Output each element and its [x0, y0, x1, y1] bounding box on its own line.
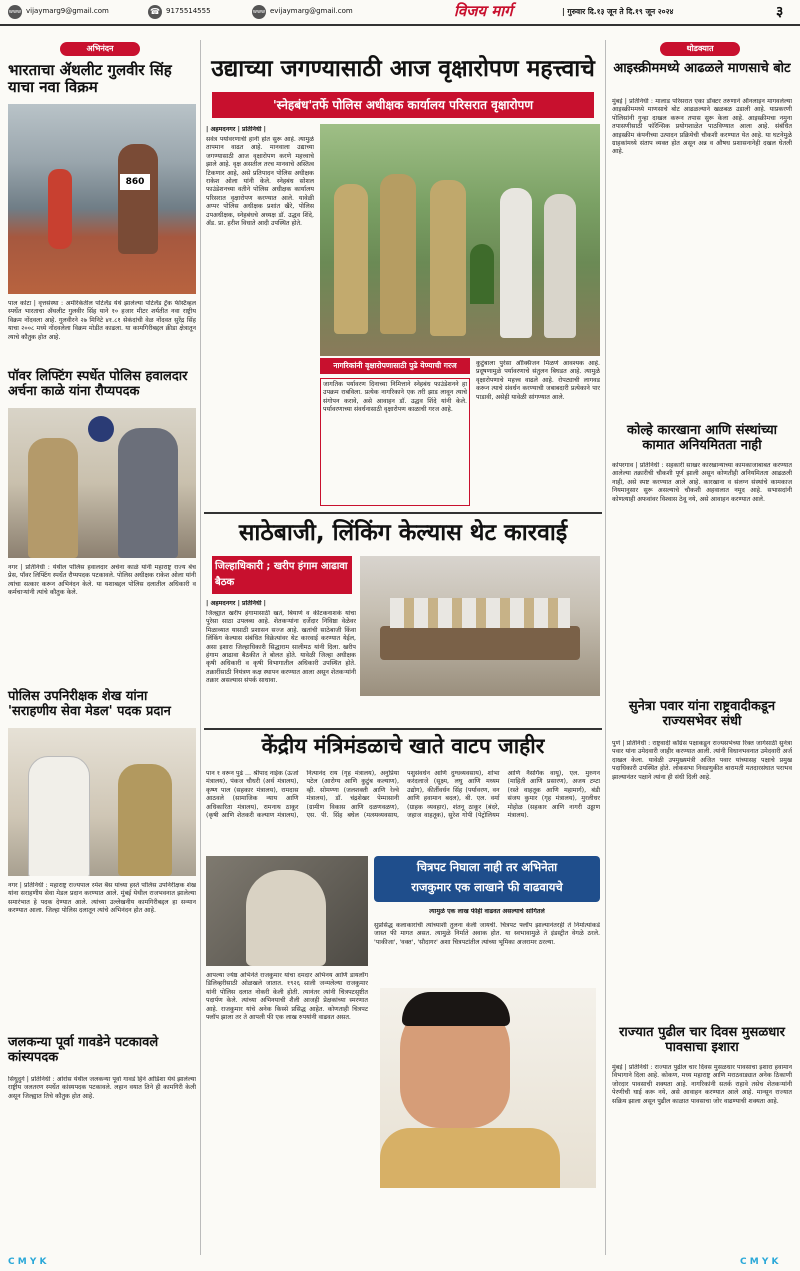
photo-kharif-meeting: [360, 556, 600, 696]
section-label-abhinandan: अभिनंदन: [60, 42, 140, 56]
photo-medal-ceremony: [8, 728, 196, 876]
column-divider-left: [200, 40, 201, 1255]
headline-archana-kale: पॉवर लिफ्टिंग स्पर्धेत पोलिस हवालदार अर्चना काळे यांना रौप्यपदक: [8, 369, 188, 399]
www-icon: www: [8, 5, 22, 19]
officer-2-figure: [380, 174, 416, 334]
police-officer-figure: [28, 438, 78, 558]
story-portfolio-allocation-body: पान १ वरून पुढे ... श्रीपाद नाईक (ऊर्जा मंत्रालय), पंकज चौधरी (अर्थ मंत्रालय), कृष्ण पाल (सहकार मंत्रालय), रामदास आठवले (सामाजिक न्याय आणि अधिकारिता मंत्रालय), रामनाथ ठाकूर (कृषी आणि शेतकरी कल्याण मंत्रालय), नित्यानंद राय (गृह मंत्रालय), अनुप्रिया पटेल (आरोग्य आणि कुटुंब कल्याण), व्ही. सोमण्णा (जलशक्ती आणि रेल्वे मंत्रालय), डॉ. चंद्रशेखर पेम्मासानी (ग्रामीण विकास आणि दळणवळण), एस. पी. सिंह बघेल (मत्स्यव्यवसाय, पशुसंवर्धन आणि दुग्धव्यवसाय), शोभा करंदलाजे (सूक्ष्म, लघु आणि मध्यम उद्योग), कीर्तीवर्धन सिंह (पर्यावरण, वन आणि हवामान बदल), बी. एल. वर्मा (ग्राहक व्यवहार), शंतनू ठाकूर (बंदरे, जहाज वाहतूक), सुरेश गोपी (पेट्रोलियम आणि नैसर्गिक वायू), एल. मुरुगन (माहिती आणि प्रसारण), अजय टम्टा (रस्ते वाहतूक आणि महामार्ग), बंडी संजय कुमार (गृह मंत्रालय), मुरलीधर मोहोळ (सहकार आणि नागरी उड्डाण मंत्रालय).: [206, 770, 600, 820]
governor-figure: [28, 756, 90, 876]
runner-figure-back: [48, 169, 72, 249]
headline-gulveer: भारताचा ॲथलीट गुलवीर सिंह याचा नवा विक्रम: [8, 61, 172, 97]
story-icecream-finger-body: मुंबई | प्रतिनिधी : मालाड परिसरात एका डॉक्टर तरुणाने ऑनलाइन मागवलेल्या आइस्क्रीममध्ये माणसाचे बोट आढळल्याने खळबळ उडाली आहे. याप्रकरणी पोलिसांनी गुन्हा दाखल करून तपास सुरू केला आहे. आइस्क्रीमचा नमुना तपासणीसाठी फॉरेन्सिक प्रयोगशाळेत पाठविण्यात आला आहे. संबंधित आइस्क्रीम कंपनीच्या उत्पादन प्रक्रियेची चौकशी करण्यात येत आहे. या घटनेमुळे ग्राहकांमध्ये संताप व्यक्त होत असून अन्न व औषध प्रशासनानेही दखल घेतली आहे.: [612, 98, 792, 156]
section-label-thodakyat: थोडक्यात: [660, 42, 740, 56]
runner-figure: [118, 144, 158, 254]
masthead-date: | गुरुवार दि.१३ जून ते दि.१९ जून २०२४: [562, 7, 674, 16]
photo-tree-plantation: [320, 124, 600, 356]
rajkumar-suit: [380, 1128, 560, 1188]
subheadline-snehbandh: 'स्नेहबंध'तर्फे पोलिस अधीक्षक कार्यालय परिसरात वृक्षारोपण: [212, 92, 594, 118]
runner-bib: 860: [120, 174, 150, 190]
divider-center-2: [204, 728, 602, 730]
headline-portfolio-allocation: केंद्रीय मंत्रिमंडळाचे खाते वाटप जाहीर: [261, 734, 545, 758]
photo-rajkumar-portrait: [380, 988, 596, 1188]
divider-center-1: [204, 512, 602, 514]
phone-icon: ☎: [148, 5, 162, 19]
story-archana-kale-body: नगर | प्रतिनिधी : येथील पोलिस हवालदार अर्चना काळे यांनी महाराष्ट्र राज्य बेंच प्रेस, पॉवर लिफ्टिंग स्पर्धेत रौप्यपदक पटकावले. पोलिस अधीक्षक राकेश ओला यांनी त्यांचा सत्कार करून अभिनंदन केले. या यशाबद्दल पोलिस दलातील अधिकारी व कर्मचाऱ्यांनी त्यांचे कौतुक केले.: [8, 564, 196, 597]
headline-heavy-rain: राज्यात पुढील चार दिवस मुसळधार पावसाचा इशारा: [619, 1025, 785, 1055]
story-heavy-rain-body: मुंबई | प्रतिनिधी : राज्यात पुढील चार दिवस मुसळधार पावसाचा इशारा हवामान विभागाने दिला आहे. कोकण, मध्य महाराष्ट्र आणि मराठवाड्यात अनेक ठिकाणी जोरदार पावसाची शक्यता आहे. नागरिकांनी सतर्क राहावे तसेच शेतकऱ्यांनी पेरणीची घाई करू नये, असे आवाहन करण्यात आले आहे. मान्सून राज्यात सक्रिय झाला असून पुढील काळात पावसाचा जोर वाढण्याची शक्यता आहे.: [612, 1064, 792, 1105]
archana-kale-figure: [118, 428, 178, 558]
cmyk-marks-left: C M Y K: [8, 1257, 47, 1267]
officer-figure: [118, 764, 172, 876]
cmyk-marks-right: C M Y K: [740, 1257, 779, 1267]
story-gulveer-body: पाल कोटा | वृत्तसंस्था : अमेरिकेतील पोर्टलँड येथे झालेल्या पोर्टलँड ट्रॅक फेस्टिव्हल स्पर्धेत भारताचा ॲथलीट गुलवीर सिंह याने १० हजार मीटर शर्यतीत नवा राष्ट्रीय विक्रम नोंदवला आहे. गुलवीरने २७ मिनिटे ४१.८१ सेकंदांची वेळ नोंदवत सुरेंद्र सिंह याचा २००८ मध्ये नोंदवलेला विक्रम मोडीत काढला. या कामगिरीबद्दल क्रीडा क्षेत्रातून त्याचे कौतुक होत आहे.: [8, 300, 196, 341]
byline-hoarding-action: | अहमदनगर | प्रतिनिधी |: [206, 600, 266, 607]
photo-caption-tree-plantation: नागरिकांनी वृक्षारोपणासाठी पुढे येण्याची गरज: [320, 358, 470, 374]
column-divider-right: [605, 40, 606, 1255]
meeting-table: [380, 626, 580, 660]
masthead-email-right: evijaymarg@gmail.com: [270, 7, 353, 15]
photo-rajkumar-vintage: [206, 856, 368, 966]
civilian-2-figure: [544, 194, 576, 338]
sapling-figure: [470, 244, 494, 304]
subheadline-collector-meeting: जिल्हाधिकारी ; खरीप हंगाम आढावा बैठक: [212, 556, 352, 594]
newspaper-logo: विजय मार्ग: [454, 2, 513, 20]
rajkumar-hair: [402, 992, 510, 1026]
print-registration-marks-right: [740, 1257, 778, 1267]
headline-purva-gawde: जलकन्या पूर्वा गावडेने पटकावले कांस्यपदक: [8, 1035, 159, 1065]
masthead-rule: [0, 24, 800, 26]
photo-archana-kale-award: [8, 408, 196, 558]
mail-icon: www: [252, 5, 266, 19]
story-hoarding-action-body: जिल्ह्यात खरीप हंगामासाठी खते, बियाणे व कीटकनाशके यांचा पुरेसा साठा उपलब्ध आहे. शेतकऱ्यांना दर्जेदार निविष्ठा वेळेवर मिळाव्यात यासाठी प्रशासन सज्ज आहे. खतांची साठेबाजी किंवा लिंकिंग केल्यास संबंधित विक्रेत्यांवर थेट कारवाई करण्यात येईल, असा इशारा जिल्हाधिकारी सिद्धाराम सालीमठ यांनी दिला. खरीप हंगाम आढावा बैठकीत ते बोलत होते. यावेळी जिल्हा अधीक्षक कृषी अधिकारी व कृषी विभागातील अधिकारी उपस्थित होते. तक्रारींसाठी नियंत्रण कक्ष स्थापन करण्यात आला असून शेतकऱ्यांनी तक्रार असल्यास संपर्क साधावा.: [206, 610, 356, 685]
masthead: [0, 0, 800, 38]
story-tree-plantation-body-right: कुटुंबाला पुरेसा ऑक्सिजन मिळणे आवश्यक आहे. प्रदूषणामुळे पर्यावरणाचे संतुलन बिघडत आहे. त्यामुळे वृक्षारोपणाचे महत्त्व वाढले आहे. रोपट्याची लागवड करून त्याचे संवर्धन करण्याची जबाबदारी प्रत्येकाने पार पाडावी, असेही यावेळी सांगण्यात आले.: [476, 360, 600, 401]
headline-kolhe-factory: कोल्हे कारखाना आणि संस्थांच्या कामात अनियमितता नाही: [626, 423, 778, 453]
rajkumar-figure-vintage: [246, 870, 326, 966]
story-rajkumar-body-left: आपल्या ज्येष्ठ अभिनेते राजकुमार यांचा दमदार अभिनय आणि डायलॉग डिलिव्हरीसाठी ओळखले जातात. १९२६ साली जन्मलेल्या राजकुमार यांनी पोलिस दलात नोकरी केली होती. त्यानंतर त्यांनी चित्रपटसृष्टीत पदार्पण केले. त्यांच्या अभिनयाची शैली आजही प्रेक्षकांच्या स्मरणात आहे. राजकुमार यांचे अनेक किस्से प्रसिद्ध आहेत. कोणताही चित्रपट फ्लॉप झाला तर ते आपली फी एक लाख रुपयांनी वाढवत असत.: [206, 972, 368, 1022]
story-tree-plantation-body: सर्वत्र पर्यावरणाची हानी होत सुरू आहे. त्यामुळे तापमान वाढत आहे. मानवाला उद्याच्या जगण्यासाठी आज वृक्षारोपण करणे महत्त्वाचे झाले आहे. वृक्ष असतील तरच मानवाचे अस्तित्व टिकणार आहे, असे प्रतिपादन पोलिस अधीक्षक राकेश ओला यांनी केले. स्नेहबंध सोशल फाउंडेशनच्या वतीने पोलिस अधीक्षक कार्यालय परिसरात वृक्षारोपण करण्यात आले. यावेळी अप्पर पोलिस अधीक्षक प्रशांत खैरे, पोलिस उपअधीक्षक, स्नेहबंधचे अध्यक्ष डॉ. उद्धव शिंदे, ॲड. प्रा. हरीश विधाते आदी उपस्थित होते.: [206, 136, 314, 228]
headline-icecream-finger: आइस्क्रीममध्ये आढळले माणसाचे बोट: [613, 61, 791, 76]
story-kolhe-factory-body: कोपरगाव | प्रतिनिधी : सहकारी साखर कारखान्याच्या कामकाजाबाबत करण्यात आलेल्या तक्रारीची चौकशी पूर्ण झाली असून कोणतीही अनियमितता आढळली नाही, असे स्पष्ट करण्यात आले आहे. कारखाना व संलग्न संस्थांचे कामकाज नियमानुसार सुरू असल्याचे चौकशी अहवालात नमूद आहे. सभासदांनी कोणत्याही अफवांवर विश्वास ठेवू नये, असे आवाहन करण्यात आले.: [612, 462, 792, 503]
photo-gulveer-race: [8, 104, 196, 294]
headline-tree-plantation: उद्याच्या जगण्यासाठी आज वृक्षारोपण महत्त्वाचे: [211, 56, 595, 82]
headline-box-rajkumar: [374, 856, 600, 902]
headline-shaikh-medal: पोलिस उपनिरीक्षक शेख यांना 'सराहणीय सेवा मेडल' पदक प्रदान: [8, 689, 171, 719]
story-sunetra-pawar-body: पुणे | प्रतिनिधी : राष्ट्रवादी काँग्रेस पक्षाकडून राज्यसभेच्या रिक्त जागेसाठी सुनेत्रा पवार यांना उमेदवारी जाहीर करण्यात आली. त्यांनी विधानभवनात उमेदवारी अर्ज दाखल केला. यावेळी उपमुख्यमंत्री अजित पवार यांच्यासह पक्षाचे प्रमुख पदाधिकारी उपस्थित होते. लोकसभा निवडणुकीत बारामती मतदारसंघात पराभव झाल्यानंतर पक्षाने त्यांना ही संधी दिली आहे.: [612, 740, 792, 781]
masthead-phone: 9175514555: [166, 7, 211, 15]
print-registration-marks-left: [8, 1257, 46, 1267]
officer-1-figure: [334, 184, 368, 334]
story-purva-gawde-body: सिंधुदुर्ग | प्रतिनिधी : ओरोस येथील जलकन्या पूर्वा गावडे हिने ओडिशा येथे झालेल्या राष्ट्रीय जलतरण स्पर्धेत कांस्यपदक पटकावले. लहान वयात तिने ही कामगिरी केली असून जिल्ह्यात तिचे कौतुक होत आहे.: [8, 1076, 196, 1100]
story-rajkumar-subhead: त्यामुळे एक लाख फीही वाढवत असल्याचे सांगितले: [429, 908, 545, 915]
story-tree-plantation-caption-body: जागतिक पर्यावरण दिनाच्या निमित्ताने स्नेहबंध फाउंडेशनने हा उपक्रम राबविला. प्रत्येक नागरिकाने एक तरी झाड लावून त्याचे संगोपन करावे, असे आवाहन डॉ. उद्धव शिंदे यांनी केले. पर्यावरणाच्या संवर्धनासाठी वृक्षारोपण काळाची गरज आहे.: [320, 378, 470, 506]
headline-sunetra-pawar: सुनेत्रा पवार यांना राष्ट्रवादीकडून राज्यसभेवर संधी: [628, 699, 776, 729]
headline-rajkumar-line1: चित्रपट निघाला नाही तर अभिनेता: [416, 860, 558, 874]
page-number: ३: [776, 4, 784, 20]
story-rajkumar-body-right: सुप्रसिद्ध कलाकारांची त्यांच्याशी तुलना केली जायची. चित्रपट फ्लॉप झाल्यानंतरही ते निर्मात्यांकडे जास्त फी मागत असत. त्यामुळे निर्माते अवाक होत. या स्वभावामुळे ते इंडस्ट्रीत वेगळे ठरले. 'पाकीजा', 'वक्त', 'सौदागर' अशा चित्रपटांतील त्यांच्या भूमिका अजरामर ठरल्या.: [374, 922, 600, 946]
masthead-email-left: vijaymarg9@gmail.com: [26, 7, 109, 15]
headline-rajkumar-line2: राजकुमार एक लाखाने फी वाढवायचे: [411, 880, 563, 894]
byline-tree-plantation: | अहमदनगर | प्रतिनिधी |: [206, 126, 266, 133]
officer-3-figure: [430, 180, 466, 336]
police-emblem: [88, 416, 114, 442]
attendees-row: [390, 598, 570, 628]
story-shaikh-medal-body: नगर | प्रतिनिधी : महाराष्ट्र राज्यपाल रमेश बैस यांच्या हस्ते पोलिस उपनिरीक्षक शेख यांना सराहणीय सेवा मेडल प्रदान करण्यात आले. मुंबई येथील राजभवनात झालेल्या समारंभात हे पदक देण्यात आले. त्यांच्या उल्लेखनीय कामगिरीबद्दल हा सन्मान करण्यात आला. जिल्हा पोलिस दलातून त्यांचे अभिनंदन होत आहे.: [8, 882, 196, 915]
civilian-1-figure: [500, 188, 532, 338]
headline-hoarding-action: साठेबाजी, लिंकिंग केल्यास थेट कारवाई: [238, 520, 568, 546]
